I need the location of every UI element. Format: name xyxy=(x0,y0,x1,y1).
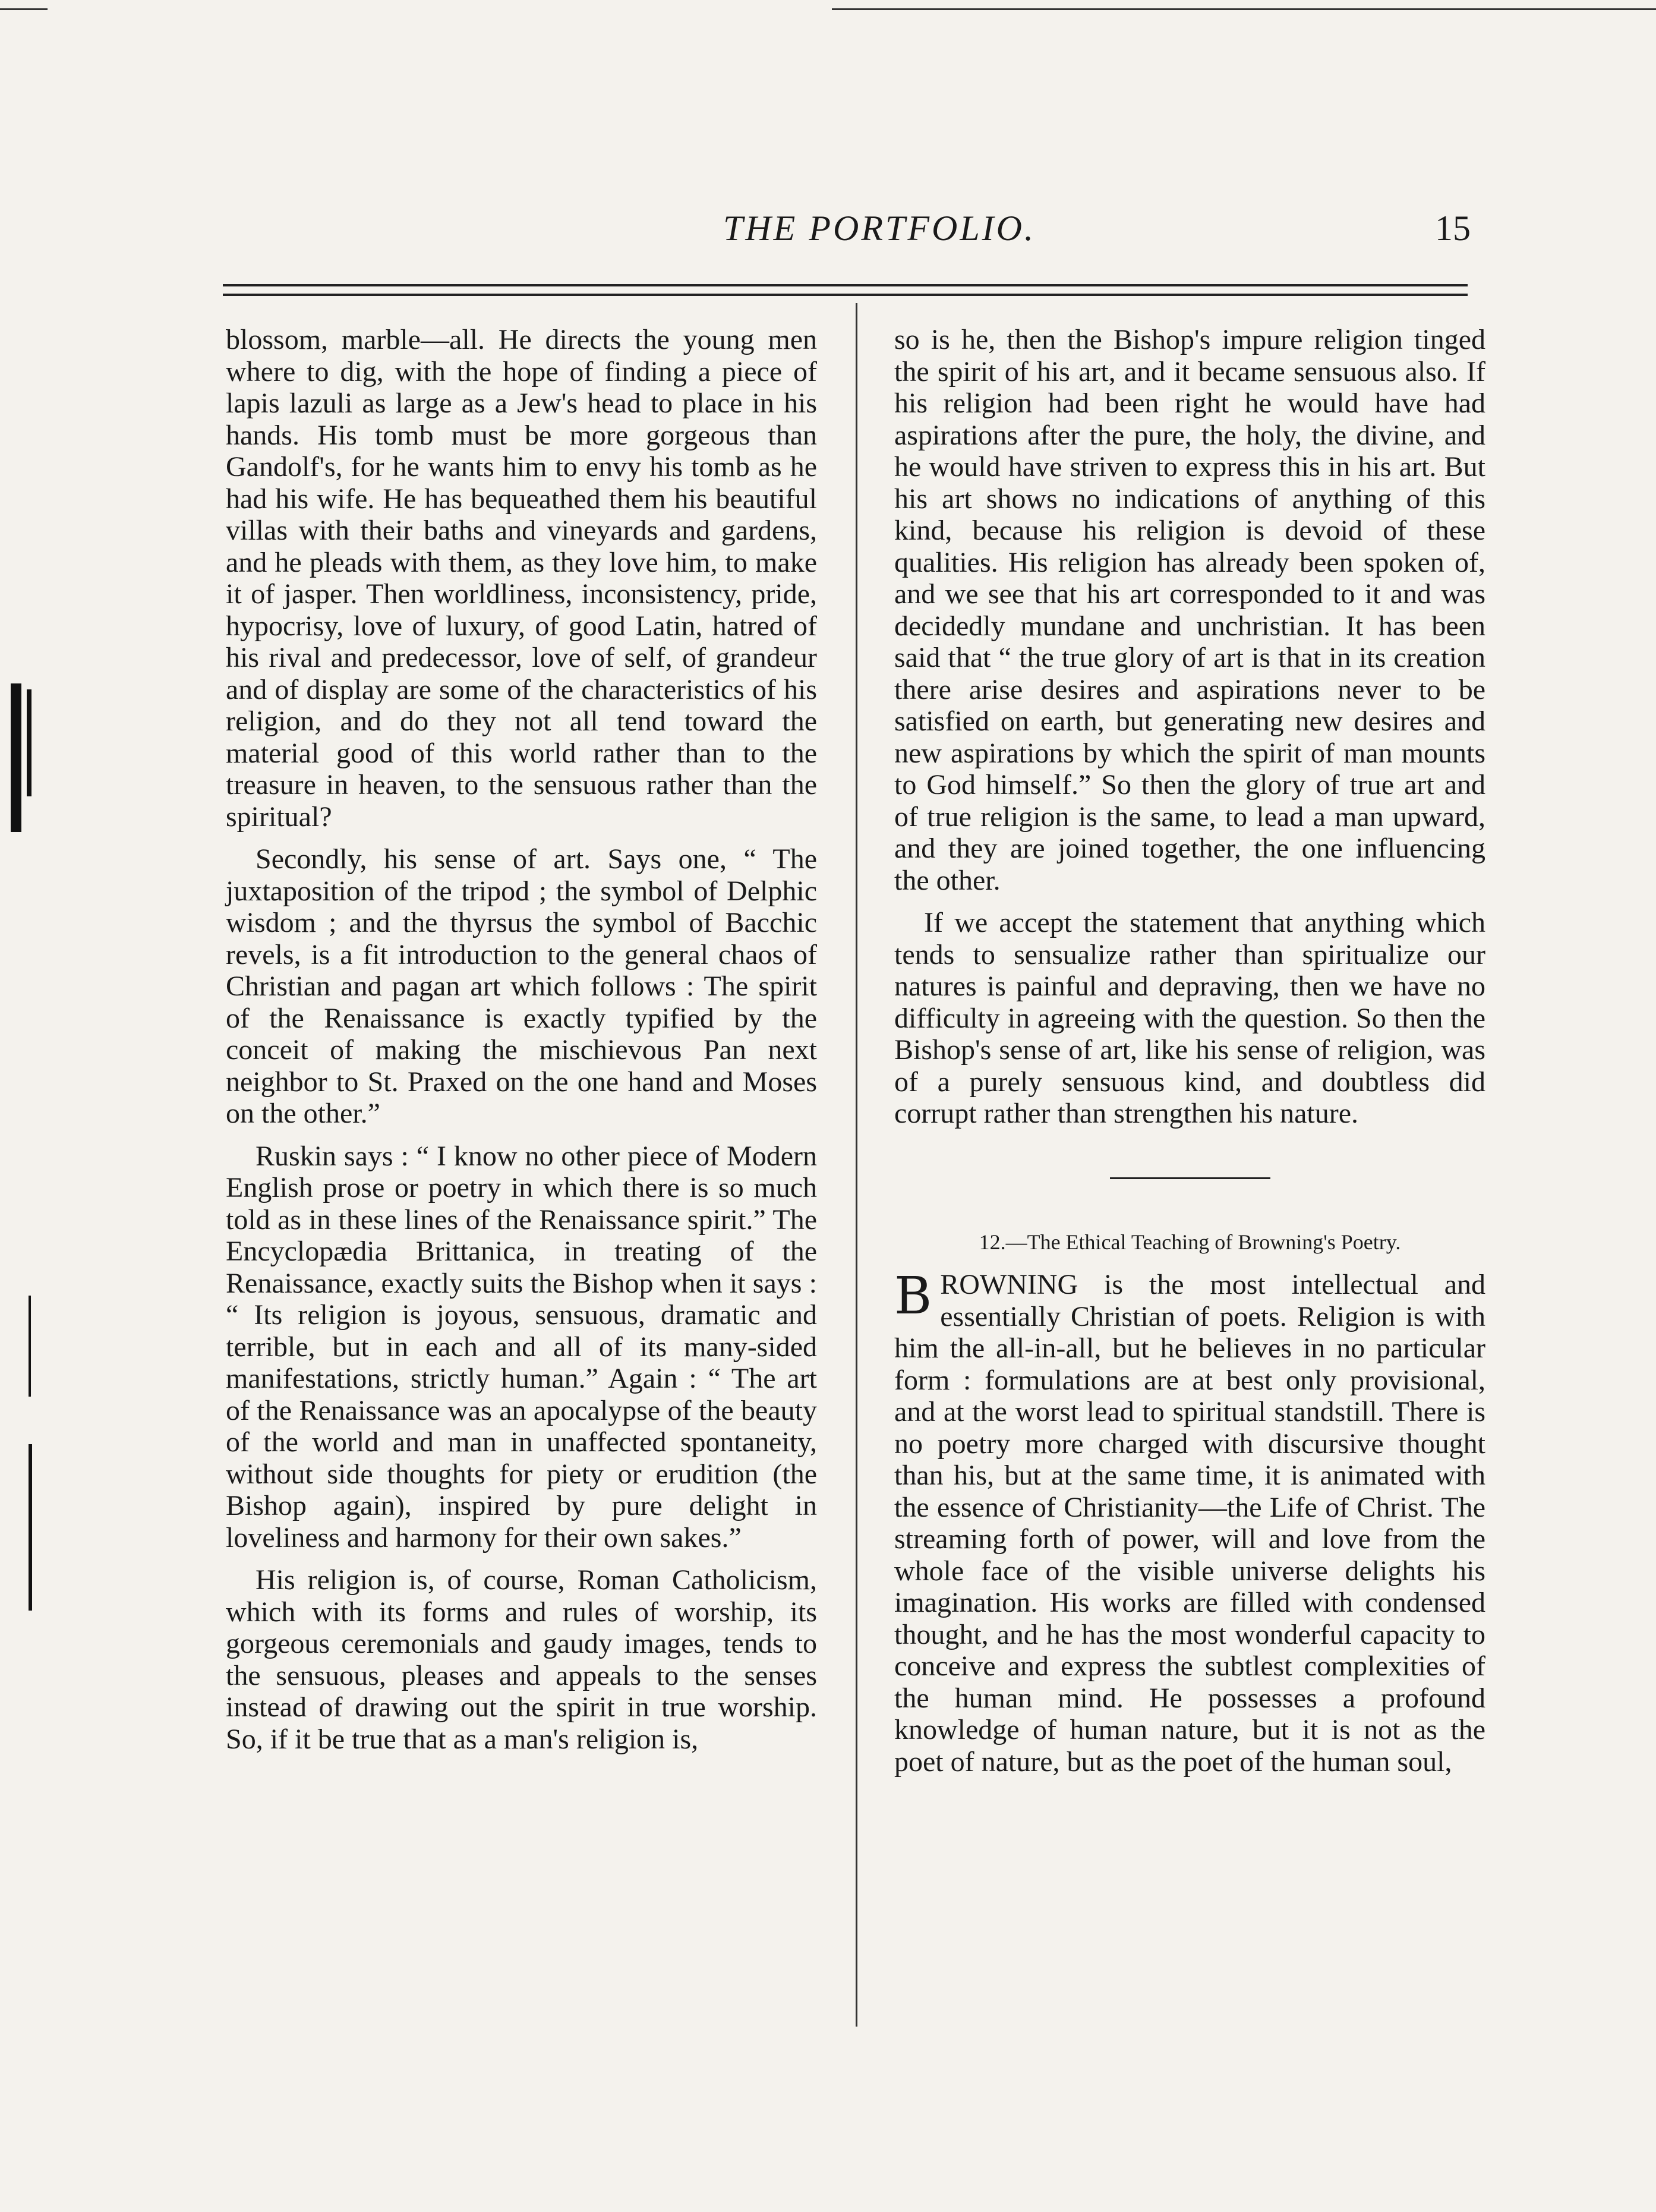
header-rule xyxy=(223,294,1468,296)
section-heading: 12.—The Ethical Teaching of Browning's Poetry. xyxy=(979,1230,1401,1254)
page-number: 15 xyxy=(1435,209,1471,248)
paragraph: blossom, marble—all. He directs the young men where to dig, with the hope of finding a piece of lapis lazuli as large as a Jew's head to place in his hands. His tomb must be more gorgeous than Gandolf's, for he wants him to envy his tomb as he had his wife. He has bequeathed them his beautiful villas with their baths and vineyards and gardens, and he pleads with them, as they love him, to make it of jasper. Then worldliness, inconsistency, pride, hypocrisy, love of luxury, of good Latin, hatred of his rival and predecessor, love of self, of grandeur and of display are some of the characteristics of his religion, and do they not all tend toward the material good of this world rather than to the treasure in heaven, to the sensuous rather than the spiritual? xyxy=(226,324,817,833)
paragraph xyxy=(894,1266,1485,1778)
right-column xyxy=(894,324,1485,1788)
header-rule xyxy=(223,284,1468,286)
section-divider xyxy=(1110,1177,1270,1179)
paragraph: If we accept the statement that anything which tends to sensualize rather than spiritualize our natures is painful and depraving, then we have no difficulty in agreeing with the question. So then the Bishop's sense of art, like his sense of religion, was of a purely sensuous kind, and doubtless did corrupt rather than strengthen his nature. xyxy=(894,907,1485,1129)
binding-mark xyxy=(29,1444,32,1611)
scan-edge-mark xyxy=(832,8,1656,10)
column-divider xyxy=(856,303,857,2027)
paragraph: Secondly, his sense of art. Says one, “ The juxtaposition of the tripod ; the symbol of Delphic wisdom ; and the thyrsus the symbol of Bacchic revels, is a fit introduction to the general chaos of Christian and pagan art which follows : The spirit of the Renaissance is exactly typified by the conceit of making the mischievous Pan next neighbor to St. Praxed on the one hand and Moses on the other.” xyxy=(226,843,817,1129)
drop-cap: B xyxy=(894,1266,932,1326)
running-head: THE PORTFOLIO. xyxy=(723,209,1036,248)
paragraph: His religion is, of course, Roman Catholicism, which with its forms and rules of worship, its gorgeous ceremonials and gaudy images, tends to the sensuous, pleases and appeals to the senses instead of drawing out the spirit in true worship. So, if it be true that as a man's religion is, xyxy=(226,1564,817,1755)
paragraph: Ruskin says : “ I know no other piece of Modern English prose or poetry in which there is so much told as in these lines of the Renaissance spirit.” The Encyclopædia Brittanica, in treating of the Renaissance, exactly suits the Bishop when it says : “ Its religion is joyous, sensuous, dramatic and terrible, but in each and all of its many-sided manifestations, strictly human.” Again : “ The art of the Renaissance was an apocalypse of the beauty of the world and man in unaffected spontaneity, without side thoughts for piety or erudition (the Bishop again), inspired by pure delight in loveliness and harmony for their own sakes.” xyxy=(226,1140,817,1554)
scan-edge-mark xyxy=(0,8,48,10)
binding-mark xyxy=(11,683,21,832)
left-column xyxy=(226,324,817,1766)
binding-mark xyxy=(29,1296,31,1397)
paragraph-text: ROWNING is the most intellectual and essentially Christian of poets. Religion is with him the all-in-all, but he believes in no particular form : formulations are at best only provisional, and at the worst lead to spiritual standstill. There is no poetry more charged with discursive thought than his, but at the same time, it is animated with the essence of Christianity—the Life of Christ. The streaming forth of power, will and love from the whole face of the visible universe delights his imagination. His works are filled with condensed thought, and he has the most wonderful capacity to conceive and express the subtlest complexities of the human mind. He possesses a profound knowledge of human nature, but it is not as the poet of nature, but as the poet of the human soul, xyxy=(894,1269,1485,1778)
binding-mark xyxy=(27,689,31,796)
paragraph: so is he, then the Bishop's impure religion tinged the spirit of his art, and it became sensuous also. If his religion had been right he would have had aspirations after the pure, the holy, the divine, and he would have striven to express this in his art. But his art shows no indications of anything of this kind, because his religion is devoid of these qualities. His religion has already been spoken of, and we see that his art corresponded to it and was decidedly mundane and unchristian. It has been said that “ the true glory of art is that in its creation there arise desires and aspirations never to be satisfied on earth, but generating new desires and new aspirations by which the spirit of man mounts to God himself.” So then the glory of true art and of true religion is the same, to lead a man upward, and they are joined together, the one influencing the other. xyxy=(894,324,1485,896)
